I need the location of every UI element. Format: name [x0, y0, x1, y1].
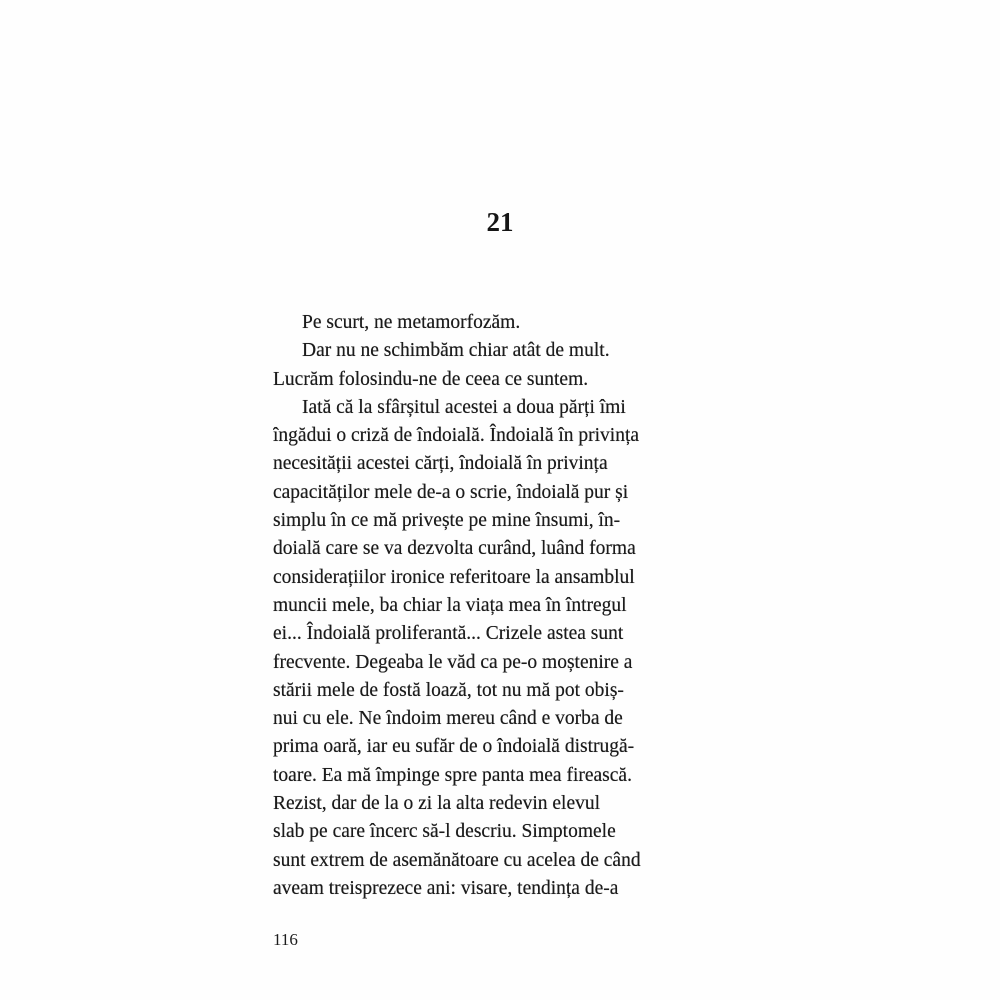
text-line: considerațiilor ironice referitoare la ansamblul [273, 566, 635, 588]
text-line: Pe scurt, ne metamorfozăm. [302, 312, 521, 333]
text-line: sunt extrem de asemănătoare cu acelea de când [273, 849, 641, 871]
text-line: frecvente. Degeaba le văd ca pe-o moștenire a [273, 651, 633, 673]
text-line: îngădui o criză de îndoială. Îndoială în privința [273, 425, 640, 447]
page-number: 116 [273, 930, 298, 949]
text-line: aveam treisprezece ani: visare, tendința de-a [273, 877, 619, 899]
text-line: stării mele de fostă loază, tot nu mă pot obiș- [273, 679, 624, 701]
text-line: Rezist, dar de la o zi la alta redevin elevul [273, 793, 601, 815]
text-line: nui cu ele. Ne îndoim mereu când e vorba de [273, 708, 623, 730]
text-line: doială care se va dezvolta curând, luând forma [273, 538, 636, 560]
text-line: muncii mele, ba chiar la viața mea în întregul [273, 594, 627, 616]
text-line: toare. Ea mă împinge spre panta mea firească. [273, 764, 632, 786]
text-line: prima oară, iar eu sufăr de o îndoială distrugă- [273, 736, 635, 758]
text-line: necesității acestei cărți, îndoială în privința [273, 453, 608, 475]
text-line: Lucrăm folosindu-ne de ceea ce suntem. [273, 368, 589, 390]
text-line: ei... Îndoială proliferantă... Crizele astea sunt [273, 623, 624, 645]
text-line: Iată că la sfârșitul acestei a doua părți îmi [302, 396, 626, 418]
text-line: simplu în ce mă privește pe mine însumi, în- [273, 510, 621, 532]
text-line: slab pe care încerc să-l descriu. Simptomele [273, 821, 616, 843]
text-line: capacităților mele de-a o scrie, îndoială pur și [273, 481, 629, 503]
text-line: Dar nu ne schimbăm chiar atât de mult. [302, 340, 610, 362]
chapter-number: 21 [486, 207, 514, 237]
body-text [273, 309, 728, 903]
